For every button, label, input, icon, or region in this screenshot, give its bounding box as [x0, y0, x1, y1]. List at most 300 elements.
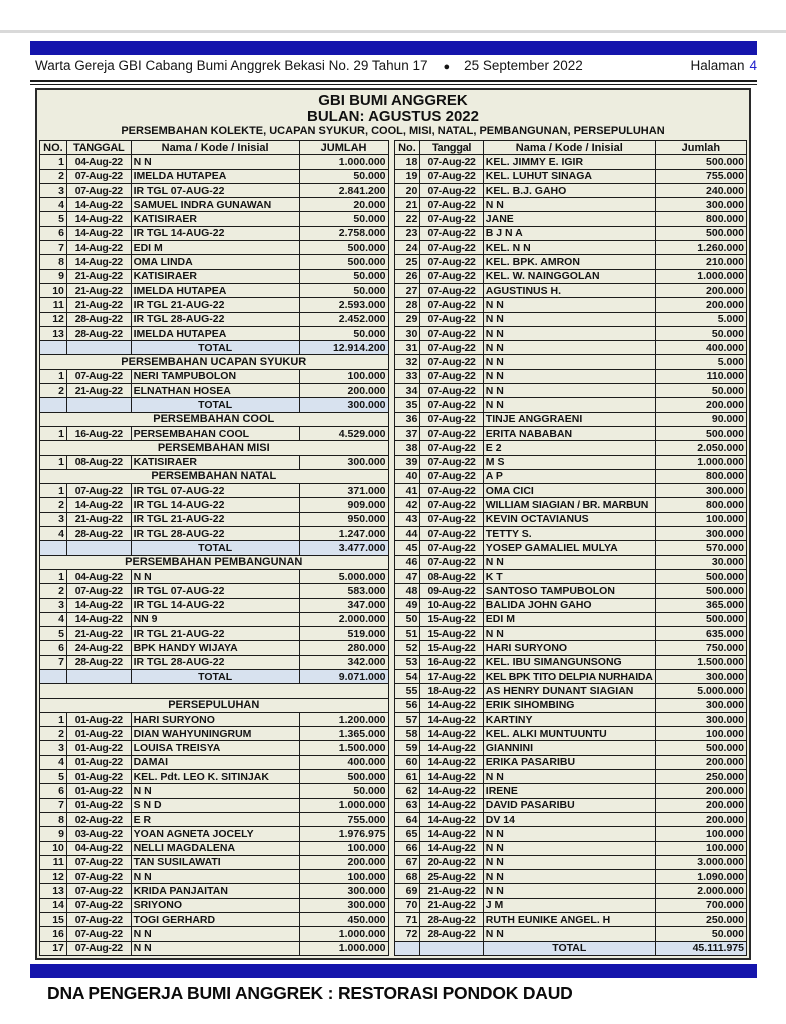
- no-cell: 39: [394, 455, 420, 469]
- date-cell: 14-Aug-22: [420, 755, 483, 769]
- amount-cell: 200.000: [655, 784, 746, 798]
- no-cell: 17: [40, 941, 67, 955]
- table-row: [394, 169, 746, 183]
- table-row: [394, 226, 746, 240]
- name-cell: IR TGL 21-AUG-22: [131, 627, 299, 641]
- no-cell: 56: [394, 698, 420, 712]
- no-cell: 12: [40, 312, 67, 326]
- name-header: Nama / Kode / Inisial: [483, 141, 655, 155]
- amount-cell: 50.000: [299, 269, 388, 283]
- no-cell: 11: [40, 855, 67, 869]
- amount-cell: 1.200.000: [299, 712, 388, 726]
- name-cell: HARI SURYONO: [131, 712, 299, 726]
- amount-cell: 100.000: [299, 369, 388, 383]
- name-cell: N N: [483, 841, 655, 855]
- name-cell: TOGI GERHARD: [131, 913, 299, 927]
- amount-cell: 519.000: [299, 627, 388, 641]
- no-cell: 2: [40, 169, 67, 183]
- no-cell: 25: [394, 255, 420, 269]
- name-cell: AS HENRY DUNANT SIAGIAN: [483, 684, 655, 698]
- amount-cell: 5.000: [655, 355, 746, 369]
- table-row: [394, 827, 746, 841]
- table-row: [394, 898, 746, 912]
- table-row: [394, 398, 746, 412]
- no-cell: 36: [394, 412, 420, 426]
- name-cell: RUTH EUNIKE ANGEL. H: [483, 913, 655, 927]
- no-cell: 34: [394, 384, 420, 398]
- amount-cell: 300.000: [655, 527, 746, 541]
- no-cell: 13: [40, 326, 67, 340]
- no-cell: 2: [40, 498, 67, 512]
- name-cell: YOAN AGNETA JOCELY: [131, 827, 299, 841]
- date-cell: 07-Aug-22: [420, 469, 483, 483]
- date-cell: 07-Aug-22: [420, 527, 483, 541]
- no-cell: 68: [394, 870, 420, 884]
- date-cell: 25-Aug-22: [420, 870, 483, 884]
- date-cell: 01-Aug-22: [66, 741, 131, 755]
- table-row: [40, 369, 389, 383]
- table-row: [40, 898, 389, 912]
- amount-cell: 1.247.000: [299, 527, 388, 541]
- amount-cell: 500.000: [655, 584, 746, 598]
- name-cell: N N: [483, 927, 655, 941]
- no-cell: 49: [394, 598, 420, 612]
- date-cell: 07-Aug-22: [66, 183, 131, 197]
- amount-cell: 300.000: [299, 898, 388, 912]
- date-cell: 14-Aug-22: [420, 827, 483, 841]
- no-cell: 62: [394, 784, 420, 798]
- no-cell: 28: [394, 298, 420, 312]
- amount-cell: 1.260.000: [655, 241, 746, 255]
- name-cell: IMELDA HUTAPEA: [131, 169, 299, 183]
- date-cell: 21-Aug-22: [420, 898, 483, 912]
- date-cell: 20-Aug-22: [420, 855, 483, 869]
- no-cell: 11: [40, 298, 67, 312]
- no-cell: 5: [40, 212, 67, 226]
- date-cell: 01-Aug-22: [66, 755, 131, 769]
- name-cell: LOUISA TREISYA: [131, 741, 299, 755]
- table-row: [40, 812, 389, 826]
- no-cell: 8: [40, 812, 67, 826]
- total-row: [394, 941, 746, 955]
- section-header-row: [40, 412, 389, 426]
- no-cell: 5: [40, 627, 67, 641]
- date-cell: 14-Aug-22: [66, 255, 131, 269]
- date-cell: 28-Aug-22: [420, 913, 483, 927]
- amount-cell: 750.000: [655, 641, 746, 655]
- total-amount-cell: 3.477.000: [299, 541, 388, 555]
- table-row: [394, 426, 746, 440]
- date-cell: 18-Aug-22: [420, 684, 483, 698]
- no-cell: 9: [40, 827, 67, 841]
- total-row: [40, 341, 389, 355]
- amount-cell: 3.000.000: [655, 855, 746, 869]
- table-row: [40, 426, 389, 440]
- date-cell: [66, 398, 131, 412]
- name-cell: GIANNINI: [483, 741, 655, 755]
- no-cell: 12: [40, 870, 67, 884]
- no-cell: 3: [40, 512, 67, 526]
- table-row: [394, 198, 746, 212]
- section-title-cell: PERSEMBAHAN NATAL: [40, 469, 389, 483]
- date-cell: 28-Aug-22: [66, 312, 131, 326]
- name-cell: N N: [483, 369, 655, 383]
- no-cell: 29: [394, 312, 420, 326]
- no-cell: 4: [40, 198, 67, 212]
- name-cell: IR TGL 21-AUG-22: [131, 512, 299, 526]
- date-cell: 07-Aug-22: [420, 541, 483, 555]
- date-cell: 14-Aug-22: [420, 712, 483, 726]
- date-cell: 07-Aug-22: [420, 498, 483, 512]
- no-cell: 38: [394, 441, 420, 455]
- name-cell: DAVID PASARIBU: [483, 798, 655, 812]
- name-cell: IR TGL 28-AUG-22: [131, 312, 299, 326]
- name-cell: ERIKA PASARIBU: [483, 755, 655, 769]
- table-row: [40, 183, 389, 197]
- name-cell: EDI M: [131, 241, 299, 255]
- no-cell: 6: [40, 784, 67, 798]
- no-cell: 14: [40, 898, 67, 912]
- amount-cell: 2.758.000: [299, 226, 388, 240]
- date-cell: 14-Aug-22: [66, 241, 131, 255]
- report-title: GBI BUMI ANGGREK: [318, 92, 468, 109]
- date-cell: 07-Aug-22: [66, 913, 131, 927]
- table-row: [40, 727, 389, 741]
- name-cell: IR TGL 14-AUG-22: [131, 498, 299, 512]
- amount-cell: 200.000: [655, 283, 746, 297]
- amount-cell: 400.000: [655, 341, 746, 355]
- name-cell: AGUSTINUS H.: [483, 283, 655, 297]
- name-cell: N N: [131, 927, 299, 941]
- table-row: [40, 641, 389, 655]
- date-cell: 14-Aug-22: [66, 612, 131, 626]
- name-cell: KEL. BPK. AMRON: [483, 255, 655, 269]
- total-amount-cell: 300.000: [299, 398, 388, 412]
- spacer-row: [40, 684, 389, 698]
- amount-cell: 30.000: [655, 555, 746, 569]
- amount-cell: 100.000: [655, 512, 746, 526]
- date-cell: [66, 541, 131, 555]
- name-cell: KARTINY: [483, 712, 655, 726]
- masthead: [35, 58, 757, 73]
- table-row: [40, 741, 389, 755]
- no-cell: 3: [40, 183, 67, 197]
- amount-cell: 100.000: [655, 827, 746, 841]
- table-row: [394, 484, 746, 498]
- section-header-row: [40, 555, 389, 569]
- amount-cell: 50.000: [655, 326, 746, 340]
- name-cell: YOSEP GAMALIEL MULYA: [483, 541, 655, 555]
- amount-cell: 90.000: [655, 412, 746, 426]
- no-cell: 10: [40, 841, 67, 855]
- name-header: Nama / Kode / Inisial: [131, 141, 299, 155]
- date-cell: 07-Aug-22: [420, 326, 483, 340]
- scan-edge-line: [0, 30, 786, 33]
- table-row: [40, 712, 389, 726]
- amount-cell: 50.000: [299, 283, 388, 297]
- date-cell: 07-Aug-22: [420, 269, 483, 283]
- name-cell: N N: [483, 398, 655, 412]
- amount-cell: 365.000: [655, 598, 746, 612]
- amount-cell: 800.000: [655, 498, 746, 512]
- section-title-cell: PERSEPULUHAN: [40, 698, 389, 712]
- table-row: [40, 512, 389, 526]
- no-cell: 2: [40, 384, 67, 398]
- no-cell: 7: [40, 241, 67, 255]
- amount-cell: 50.000: [299, 169, 388, 183]
- right-table: [394, 140, 747, 956]
- amount-cell: 500.000: [655, 155, 746, 169]
- name-cell: DIAN WAHYUNINGRUM: [131, 727, 299, 741]
- table-row: [40, 770, 389, 784]
- table-row: [40, 884, 389, 898]
- date-cell: 07-Aug-22: [420, 169, 483, 183]
- total-label-cell: TOTAL: [131, 669, 299, 683]
- no-cell: 9: [40, 269, 67, 283]
- table-row: [394, 312, 746, 326]
- table-row: [394, 712, 746, 726]
- amount-cell: 300.000: [655, 698, 746, 712]
- table-row: [394, 913, 746, 927]
- no-cell: 18: [394, 155, 420, 169]
- name-cell: B J N A: [483, 226, 655, 240]
- name-cell: N N: [483, 198, 655, 212]
- no-cell: 4: [40, 612, 67, 626]
- column-header-row: [394, 141, 746, 155]
- date-cell: 07-Aug-22: [420, 555, 483, 569]
- name-cell: N N: [483, 355, 655, 369]
- table-row: [394, 770, 746, 784]
- offering-tables: [37, 140, 749, 956]
- no-cell: 30: [394, 326, 420, 340]
- table-row: [394, 155, 746, 169]
- table-row: [394, 641, 746, 655]
- section-title-cell: PERSEMBAHAN MISI: [40, 441, 389, 455]
- table-row: [394, 241, 746, 255]
- no-cell: 1: [40, 155, 67, 169]
- table-row: [394, 341, 746, 355]
- report-subtitle-categories: PERSEMBAHAN KOLEKTE, UCAPAN SYUKUR, COOL, MISI, NATAL, PEMBANGUNAN, PERSEPULUHAN: [121, 125, 665, 137]
- no-cell: 5: [40, 770, 67, 784]
- no-cell: 1: [40, 712, 67, 726]
- date-cell: 07-Aug-22: [66, 870, 131, 884]
- date-cell: 07-Aug-22: [420, 398, 483, 412]
- total-row: [40, 398, 389, 412]
- amount-cell: 635.000: [655, 627, 746, 641]
- date-cell: 07-Aug-22: [66, 884, 131, 898]
- table-row: [394, 369, 746, 383]
- amount-cell: 950.000: [299, 512, 388, 526]
- total-label-cell: TOTAL: [131, 541, 299, 555]
- no-cell: 24: [394, 241, 420, 255]
- section-header-row: [40, 355, 389, 369]
- no-cell: 41: [394, 484, 420, 498]
- date-cell: 03-Aug-22: [66, 827, 131, 841]
- date-cell: 02-Aug-22: [66, 812, 131, 826]
- table-row: [40, 155, 389, 169]
- amount-cell: 5.000.000: [655, 684, 746, 698]
- date-cell: 07-Aug-22: [66, 855, 131, 869]
- no-cell: 40: [394, 469, 420, 483]
- name-cell: KEL. IBU SIMANGUNSONG: [483, 655, 655, 669]
- table-row: [394, 755, 746, 769]
- date-cell: 21-Aug-22: [66, 512, 131, 526]
- name-cell: TAN SUSILAWATI: [131, 855, 299, 869]
- table-row: [40, 927, 389, 941]
- name-cell: IR TGL 07-AUG-22: [131, 183, 299, 197]
- date-cell: 14-Aug-22: [66, 598, 131, 612]
- no-cell: 67: [394, 855, 420, 869]
- amount-cell: 500.000: [655, 426, 746, 440]
- amount-cell: 300.000: [655, 198, 746, 212]
- table-row: [394, 927, 746, 941]
- table-row: [40, 855, 389, 869]
- name-cell: KRIDA PANJAITAN: [131, 884, 299, 898]
- name-cell: KEL. Pdt. LEO K. SITINJAK: [131, 770, 299, 784]
- table-row: [394, 455, 746, 469]
- table-row: [394, 655, 746, 669]
- date-cell: 07-Aug-22: [420, 426, 483, 440]
- name-cell: E R: [131, 812, 299, 826]
- name-cell: N N: [483, 884, 655, 898]
- name-cell: IR TGL 07-AUG-22: [131, 484, 299, 498]
- no-cell: 1: [40, 369, 67, 383]
- amount-cell: 200.000: [299, 384, 388, 398]
- table-row: [394, 798, 746, 812]
- no-cell: 51: [394, 627, 420, 641]
- table-row: [40, 870, 389, 884]
- section-title-cell: PERSEMBAHAN UCAPAN SYUKUR: [40, 355, 389, 369]
- amount-cell: 250.000: [655, 913, 746, 927]
- no-cell: 44: [394, 527, 420, 541]
- date-header: TANGGAL: [66, 141, 131, 155]
- amount-cell: 100.000: [655, 727, 746, 741]
- no-cell: 1: [40, 569, 67, 583]
- no-cell: 6: [40, 226, 67, 240]
- table-row: [394, 684, 746, 698]
- amount-cell: 1.976.975: [299, 827, 388, 841]
- no-cell: 19: [394, 169, 420, 183]
- table-row: [394, 326, 746, 340]
- table-row: [40, 941, 389, 955]
- no-cell: 69: [394, 884, 420, 898]
- no-cell: 15: [40, 913, 67, 927]
- no-cell: [40, 398, 67, 412]
- no-cell: 71: [394, 913, 420, 927]
- amount-cell: 2.050.000: [655, 441, 746, 455]
- name-cell: TETTY S.: [483, 527, 655, 541]
- amount-cell: 500.000: [655, 226, 746, 240]
- no-cell: 60: [394, 755, 420, 769]
- table-row: [394, 269, 746, 283]
- amount-cell: 1.000.000: [299, 941, 388, 955]
- date-cell: 01-Aug-22: [66, 727, 131, 741]
- date-cell: 14-Aug-22: [420, 741, 483, 755]
- amount-cell: 2.000.000: [299, 612, 388, 626]
- date-cell: 14-Aug-22: [420, 770, 483, 784]
- table-row: [394, 698, 746, 712]
- no-cell: 59: [394, 741, 420, 755]
- no-cell: 1: [40, 484, 67, 498]
- date-cell: 07-Aug-22: [420, 183, 483, 197]
- no-cell: 8: [40, 255, 67, 269]
- report-box: [35, 88, 751, 960]
- date-cell: 21-Aug-22: [420, 884, 483, 898]
- name-cell: N N: [131, 569, 299, 583]
- table-row: [394, 627, 746, 641]
- table-row: [394, 569, 746, 583]
- amount-cell: 2.000.000: [655, 884, 746, 898]
- no-cell: 32: [394, 355, 420, 369]
- date-cell: 07-Aug-22: [420, 298, 483, 312]
- amount-cell: 50.000: [655, 384, 746, 398]
- bullet-icon: ●: [443, 61, 451, 73]
- amount-cell: 1.000.000: [299, 927, 388, 941]
- name-cell: N N: [131, 155, 299, 169]
- date-cell: 14-Aug-22: [66, 498, 131, 512]
- table-row: [394, 441, 746, 455]
- amount-cell: 500.000: [299, 241, 388, 255]
- date-cell: 07-Aug-22: [420, 226, 483, 240]
- no-cell: 65: [394, 827, 420, 841]
- table-row: [40, 612, 389, 626]
- date-cell: 07-Aug-22: [66, 927, 131, 941]
- table-row: [394, 598, 746, 612]
- name-cell: IR TGL 07-AUG-22: [131, 584, 299, 598]
- amount-cell: 200.000: [655, 798, 746, 812]
- total-amount-cell: 12.914.200: [299, 341, 388, 355]
- amount-cell: 500.000: [655, 741, 746, 755]
- no-cell: 6: [40, 641, 67, 655]
- table-row: [40, 598, 389, 612]
- amount-cell: 400.000: [299, 755, 388, 769]
- no-cell: 1: [40, 455, 67, 469]
- table-row: [40, 169, 389, 183]
- amount-cell: 371.000: [299, 484, 388, 498]
- name-cell: KEL BPK TITO DELPIA NURHAIDA: [483, 669, 655, 683]
- date-cell: 07-Aug-22: [420, 255, 483, 269]
- date-cell: 14-Aug-22: [420, 812, 483, 826]
- name-cell: IR TGL 21-AUG-22: [131, 298, 299, 312]
- date-cell: 14-Aug-22: [66, 198, 131, 212]
- table-row: [40, 841, 389, 855]
- table-row: [394, 727, 746, 741]
- amount-cell: 450.000: [299, 913, 388, 927]
- date-cell: 15-Aug-22: [420, 627, 483, 641]
- total-row: [40, 541, 389, 555]
- footer-slogan: DNA PENGERJA BUMI ANGGREK : RESTORASI PONDOK DAUD: [47, 983, 573, 1003]
- amount-cell: 700.000: [655, 898, 746, 912]
- date-cell: 21-Aug-22: [66, 283, 131, 297]
- name-cell: NELLI MAGDALENA: [131, 841, 299, 855]
- name-cell: SAMUEL INDRA GUNAWAN: [131, 198, 299, 212]
- amount-cell: 50.000: [299, 784, 388, 798]
- masthead-date: 25 September 2022: [464, 58, 583, 73]
- no-cell: 43: [394, 512, 420, 526]
- no-cell: 70: [394, 898, 420, 912]
- name-cell: N N: [483, 555, 655, 569]
- page-number: 4: [749, 58, 757, 73]
- no-cell: 2: [40, 727, 67, 741]
- amount-cell: 583.000: [299, 584, 388, 598]
- amount-cell: 1.365.000: [299, 727, 388, 741]
- table-row: [394, 741, 746, 755]
- name-cell: KATISIRAER: [131, 212, 299, 226]
- amount-cell: 200.000: [655, 755, 746, 769]
- no-cell: 7: [40, 655, 67, 669]
- table-row: [40, 527, 389, 541]
- name-cell: IMELDA HUTAPEA: [131, 283, 299, 297]
